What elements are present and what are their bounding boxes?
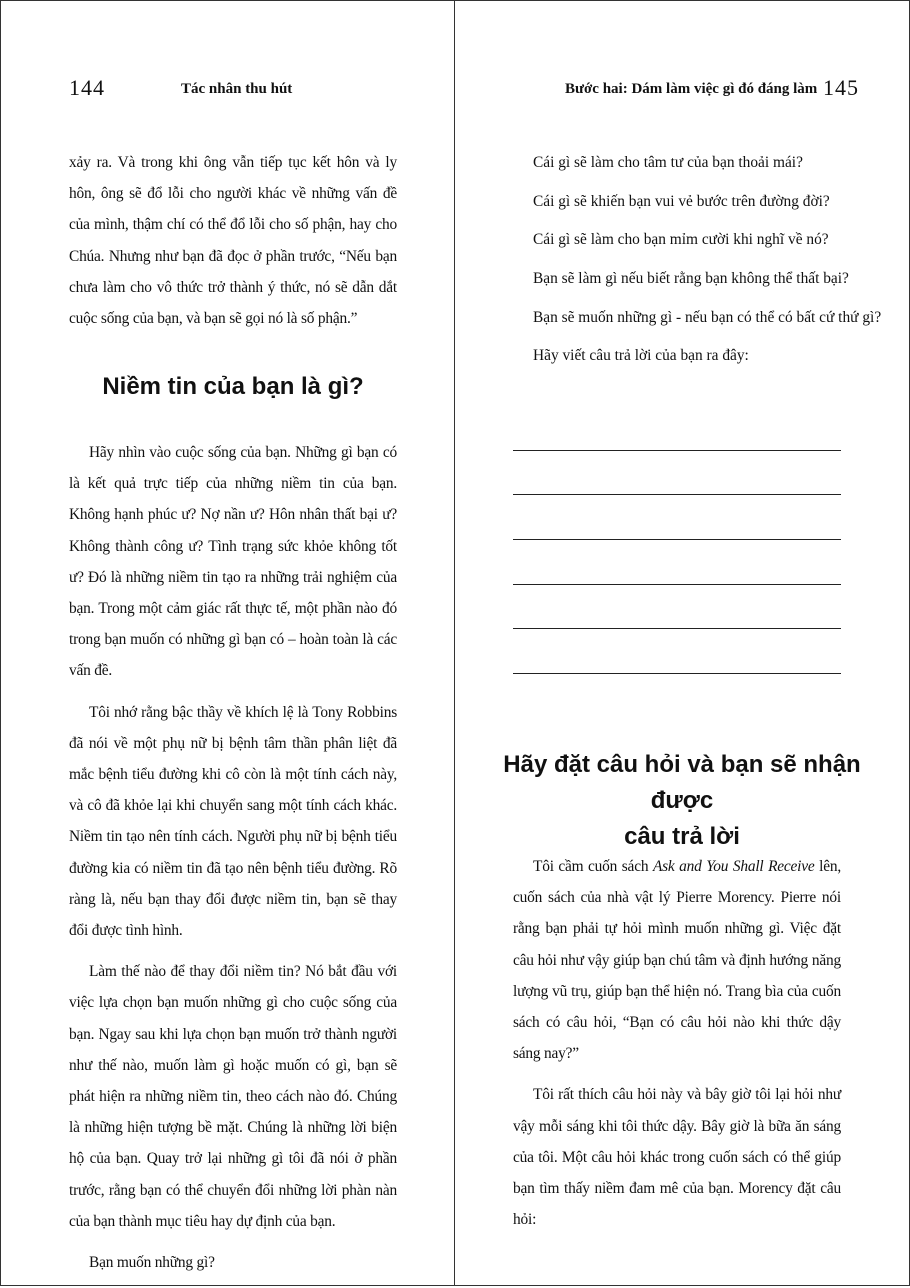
paragraph	[513, 851, 841, 1069]
paragraph: Bạn muốn những gì?	[89, 1254, 215, 1272]
page-number: 144	[69, 75, 105, 100]
answer-line[interactable]	[513, 451, 841, 496]
question-item: Cái gì sẽ làm cho bạn mỉm cười khi nghĩ về nó?	[533, 231, 829, 249]
answer-line[interactable]	[513, 540, 841, 585]
question-list	[533, 153, 882, 385]
section-heading: Niềm tin của bạn là gì?	[102, 373, 364, 400]
left-page	[1, 1, 455, 1285]
answer-line[interactable]	[513, 406, 841, 451]
running-head: Tác nhân thu hút	[181, 81, 293, 97]
paragraph: Hãy nhìn vào cuộc sống của bạn. Những gì bạn có là kết quả trực tiếp của những niềm tin của bạn. Không hạnh phúc ư? Nợ nần ư? Hôn nhân thất bại ư? Không thành công ư? Tình trạng sức khỏe không tốt ư? Đó là những niềm tin tạo ra những trải nghiệm của bạn. Trong một cảm giác rất thực tế, một phần nào đó trong bạn muốn có những gì bạn có – hoàn toàn là các vấn đề.	[69, 444, 397, 680]
question-item: Bạn sẽ muốn những gì - nếu bạn có thể có bất cứ thứ gì?	[533, 308, 882, 326]
book-title: Ask and You Shall Receive	[652, 858, 815, 875]
paragraph: Làm thế nào để thay đổi niềm tin? Nó bắt đầu với việc lựa chọn bạn muốn những gì cho cuộc sống của bạn. Ngay sau khi lựa chọn bạn muốn trở thành người như thế nào, muốn làm gì hoặc muốn có gì, bạn sẽ phát hiện ra những niềm tin, theo cách nào đó. Chúng là những hiện tượng bề mặt. Chúng là những lời biện hộ của bạn. Quay trở lại những gì tôi đã nói ở phần trước, rằng bạn có thể chuyển đổi những lời phàn nàn của bạn thành mục tiêu hay dự định của bạn.	[69, 963, 397, 1230]
question-item: Cái gì sẽ làm cho tâm tư của bạn thoải mái?	[533, 154, 803, 171]
section-heading	[495, 747, 869, 855]
running-head: Bước hai: Dám làm việc gì đó đáng làm	[565, 81, 818, 97]
body-text	[69, 437, 397, 1288]
paragraph: Tôi rất thích câu hỏi này và bây giờ tôi lại hỏi như vậy mỗi sáng khi tôi thức dậy. Bây giờ là bữa ăn sáng của tôi. Một câu hỏi khác trong cuốn sách có thể giúp bạn tìm thấy niềm đam mê của bạn. Morency đặt câu hỏi:	[513, 1086, 841, 1229]
heading-line: Hãy đặt câu hỏi và bạn sẽ nhận được	[503, 751, 861, 814]
text-run: lên, cuốn sách của nhà vật lý Pierre Morency. Pierre nói rằng bạn phải tự hỏi mình muốn những gì. Việc đặt câu hỏi như vậy giúp bạn chú tâm và định hướng năng lượng vũ trụ, giúp bạn thể hiện nó. Trang bìa của cuốn sách có câu hỏi, “Bạn có câu hỏi nào khi thức dậy sáng nay?”	[513, 858, 841, 1063]
intro-text	[69, 147, 397, 344]
body-text	[513, 851, 841, 1245]
paragraph: Tôi nhớ rằng bậc thầy về khích lệ là Tony Robbins đã nói về một phụ nữ bị bệnh tâm thần phân liệt đã mắc bệnh tiểu đường khi cô còn là một tính cách này, và cô đã khỏe lại khi chuyển sang một tính cách khác. Niềm tin tạo nên tính cách. Người phụ nữ bị bệnh tiểu đường kia có niềm tin đã tạo nên bệnh tiểu đường. Rõ ràng là, nếu bạn thay đổi được niềm tin, bạn sẽ thay đổi được tình hình.	[69, 703, 397, 940]
heading-line: câu trả lời	[624, 823, 740, 850]
page-number: 145	[823, 75, 859, 100]
answer-line[interactable]	[513, 495, 841, 540]
intro-paragraph: xảy ra. Và trong khi ông vẫn tiếp tục kết hôn và ly hôn, ông sẽ đổ lỗi cho người khác về những vấn đề của mình, thậm chí có thể đổ lỗi cho số phận, hay cho Chúa. Nhưng như bạn đã đọc ở phần trước, “Nếu bạn chưa làm cho vô thức trở thành ý thức, nó sẽ dẫn dắt cuộc sống của bạn, và bạn sẽ gọi nó là số phận.”	[69, 154, 397, 328]
question-item: Hãy viết câu trả lời của bạn ra đây:	[533, 347, 749, 365]
answer-lines	[513, 406, 841, 674]
answer-line[interactable]	[513, 629, 841, 674]
answer-line[interactable]	[513, 585, 841, 630]
question-item: Cái gì sẽ khiến bạn vui vẻ bước trên đường đời?	[533, 192, 830, 210]
text-run: Tôi cầm cuốn sách	[533, 858, 653, 875]
right-page	[455, 1, 909, 1285]
question-item: Bạn sẽ làm gì nếu biết rằng bạn không thể thất bại?	[533, 270, 849, 288]
